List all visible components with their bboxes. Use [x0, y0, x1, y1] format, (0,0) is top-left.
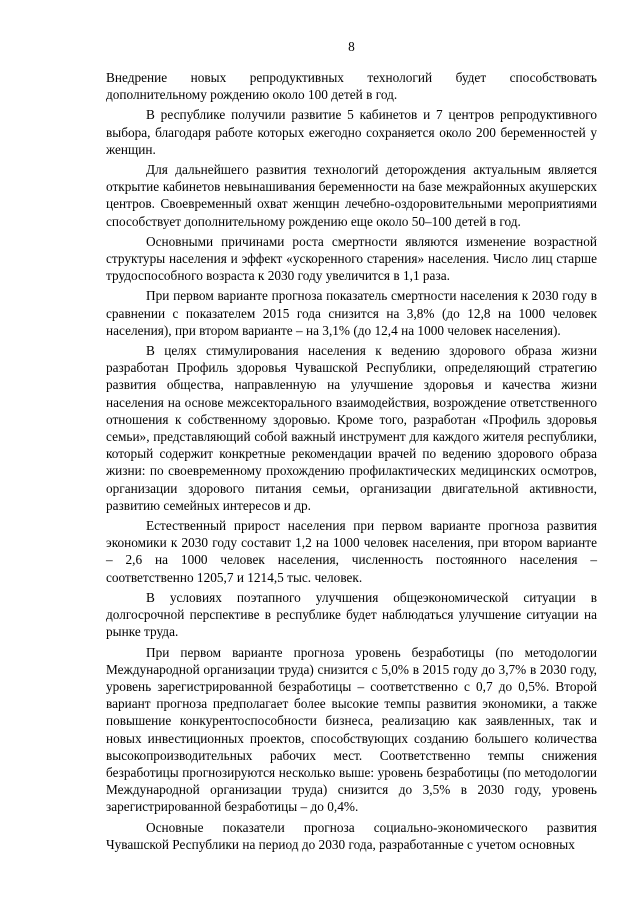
paragraph-labor-market: В условиях поэтапного улучшения общеэкономической ситуации в долгосрочной перспективе в республике будет наблюдаться улучшение ситуации на рынке труда.: [106, 589, 597, 640]
paragraph-natural-growth: Естественный прирост населения при первом варианте прогноза развития экономики к 2030 году составит 1,2 на 1000 человек населения, при втором варианте – 2,6 на 1000 человек населения, численность постоянного населения – соответственно 1205,7 и 1214,5 тыс. человек.: [106, 518, 597, 585]
document-body: [106, 69, 597, 853]
paragraph-miscarriage-cabinets: Для дальнейшего развития технологий деторождения актуальным является открытие кабинетов невынашивания беременности на базе межрайонных акушерских центров. Своевременный охват женщин лечебно-оздоровительными мероприятиями способствует дополнительному рождению еще около 50–100 детей в год.: [106, 162, 597, 229]
page-number: 8: [348, 39, 355, 54]
paragraph-main-indicators: Основные показатели прогноза социально-экономического развития Чувашской Республики на период до 2030 года, разработанные с учетом основных: [106, 819, 597, 852]
paragraph-mortality-causes: Основными причинами роста смертности являются изменение возрастной структуры населения и эффект «ускоренного старения» населения. Число лиц старше трудоспособного возраста к 2030 году увеличится в 1,1 раза.: [106, 233, 597, 284]
paragraph-health-profile: В целях стимулирования населения к ведению здорового образа жизни разработан Профиль здоровья Чувашской Республики, определяющий стратегию развития общества, направленную на улучшение здоровья и качества жизни населения на основе межсекторального взаимодействия, возрождение ответственного отношения к собственному здоровью. Кроме того, разработан «Профиль здоровья семьи», представляющий собой важный инструмент для каждого жителя республики, который содержит конкретные рекомендации врачей по ведению здорового образа жизни: по своевременному прохождению профилактических медицинских осмотров, организации здорового питания семьи, организации двигательной активности, развитию семейных интересов и др.: [106, 343, 597, 513]
paragraph-reproductive-centers: В республике получили развитие 5 кабинетов и 7 центров репродуктивного выбора, благодаря работе которых ежегодно сохраняется около 200 беременностей у женщин.: [106, 107, 597, 157]
paragraph-reproductive-technologies: Внедрение новых репродуктивных технологий будет способствовать дополнительному рождению около 100 детей в год.: [106, 70, 597, 103]
paragraph-mortality-forecast: При первом варианте прогноза показатель смертности населения к 2030 году в сравнении с показателем 2015 года снизится на 3,8% (до 12,8 на 1000 человек населения), при втором варианте – на 3,1% (до 12,4 на 1000 человек населения).: [106, 288, 597, 338]
paragraph-unemployment-forecast: При первом варианте прогноза уровень безработицы (по методологии Международной организации труда) снизится с 5,0% в 2015 году до 3,7% в 2030 году, уровень зарегистрированной безработицы – соответственно с 0,7 до 0,5%. Второй вариант прогноза предполагает более высокие темпы развития экономики, а также повышение конкурентоспособности бизнеса, реализацию как заявленных, так и новых инвестиционных проектов, способствующих созданию большего количества высокопроизводительных рабочих мест. Соответственно темпы снижения безработицы прогнозируются несколько выше: уровень безработицы (по методологии Международной организации труда) снизится до 3,5% в 2030 году, уровень зарегистрированной безработицы – до 0,4%.: [106, 644, 597, 815]
